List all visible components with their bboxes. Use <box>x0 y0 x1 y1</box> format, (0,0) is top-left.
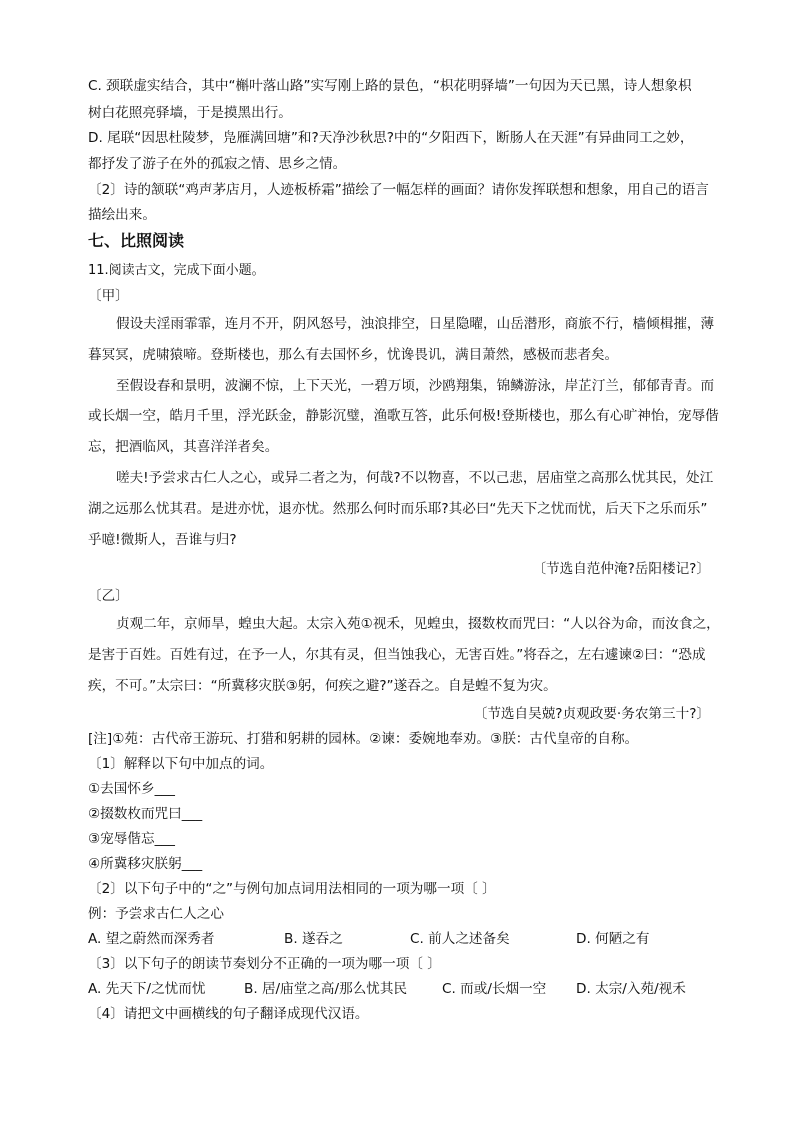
sub3-option-b[interactable]: B. 居/庙堂之高/那么忧其民 <box>244 981 408 997</box>
annotation-note: [注]①苑：古代帝王游玩、打猎和躬耕的园林。②谏：委婉地奉劝。③朕：古代皇帝的自称。 <box>88 731 639 747</box>
option-c-line1: C. 颈联虚实结合，其中“槲叶落山路”实写刚上路的景色，“枳花明驿墙”一句因为天已黑，诗人想象枳 <box>88 78 692 94</box>
sub2-prompt: 〔2〕以下句子中的“之”与例句加点词用法相同的一项为哪一项〔 〕 <box>88 881 496 897</box>
prev-question2-line1: 〔2〕诗的颔联“鸡声茅店月，人迹板桥霜”描绘了一幅怎样的画面？请你发挥联想和想象，用自己的语言 <box>88 182 709 198</box>
answer-blank[interactable]: ___ <box>154 831 175 847</box>
sub3-options <box>88 979 686 999</box>
answer-blank[interactable]: ___ <box>181 806 203 822</box>
sub2-option-a[interactable]: A. 望之蔚然而深秀者 <box>88 931 215 947</box>
sub3-option-d[interactable]: D. 太宗/入苑/视禾 <box>576 981 686 997</box>
sub2-example: 例：予尝求古仁人之心 <box>88 906 224 922</box>
sub1-item-3: ③宠辱偕忘___ <box>88 831 175 847</box>
sub1-item-1: ①去国怀乡___ <box>88 781 175 797</box>
answer-blank[interactable]: ___ <box>181 856 203 872</box>
sub1-item-2: ②掇数枚而咒曰___ <box>88 806 203 822</box>
yi-line2: 是害于百姓。百姓有过，在予一人，尔其有灵，但当蚀我心，无害百姓。”将吞之，左右遽谏②曰：“恐成 <box>88 647 706 663</box>
yi-line3: 疾，不可。”太宗曰：“所冀移灾朕③躬，何疾之避?”遂吞之。自是蝗不复为灾。 <box>88 678 557 694</box>
answer-blank[interactable]: ___ <box>154 781 175 797</box>
jia-p3-line1: 嗟夫!予尝求古仁人之心，或异二者之为，何哉?不以物喜，不以己悲，居庙堂之高那么忧其民，处江 <box>116 470 714 486</box>
jia-p3-line2: 湖之远那么忧其君。是进亦忧，退亦忧。然那么何时而乐耶?其必曰“先天下之忧而忧，后天下之乐而乐” <box>88 501 708 517</box>
jia-p2-line3: 忘，把酒临风，其喜洋洋者矣。 <box>88 439 279 455</box>
option-c-line2: 树白花照亮驿墙，于是摸黑出行。 <box>88 105 292 121</box>
prev-question2-line2: 描绘出来。 <box>88 207 156 223</box>
jia-p1-line1: 假设夫淫雨霏霏，连月不开，阴风怒号，浊浪排空，日星隐曜，山岳潜形，商旅不行，樯倾楫摧，薄 <box>116 316 715 332</box>
sub2-option-c[interactable]: C. 前人之述备矣 <box>410 931 510 947</box>
question-11-stem: 11.阅读古文，完成下面小题。 <box>88 263 265 278</box>
sub1-item-4: ④所冀移灾朕躬___ <box>88 856 203 872</box>
sub2-option-b[interactable]: B. 遂吞之 <box>284 931 343 947</box>
jia-source: 〔节选自范仲淹?岳阳楼记?〕 <box>532 561 710 577</box>
sub3-option-c[interactable]: C. 而或/长烟一空 <box>442 981 547 997</box>
section-heading: 七、比照阅读 <box>88 231 185 250</box>
sub2-options <box>88 929 649 949</box>
jia-p2-line2: 或长烟一空，皓月千里，浮光跃金，静影沉璧，渔歌互答，此乐何极!登斯楼也，那么有心旷神怡，宠辱偕 <box>88 408 719 424</box>
option-d-line1: D. 尾联“因思杜陵梦，凫雁满回塘”和?天净沙秋思?中的“夕阳西下，断肠人在天涯”有异曲同工之妙， <box>88 130 694 146</box>
passage-yi-label: 〔乙〕 <box>88 588 129 604</box>
yi-source: 〔节选自吴兢?贞观政要·务农第三十?〕 <box>473 706 710 722</box>
jia-p2-line1: 至假设春和景明，波澜不惊，上下天光，一碧万顷，沙鸥翔集，锦鳞游泳，岸芷汀兰，郁郁青青。而 <box>116 378 715 394</box>
sub3-prompt: 〔3〕以下句子的朗读节奏划分不正确的一项为哪一项〔 〕 <box>88 956 441 972</box>
sub3-option-a[interactable]: A. 先天下/之忧而忧 <box>88 981 206 997</box>
yi-line1: 贞观二年，京师旱，蝗虫大起。太宗入苑①视禾，见蝗虫，掇数枚而咒曰：“人以谷为命，而汝食之， <box>116 616 720 632</box>
sub4-prompt: 〔4〕请把文中画横线的句子翻译成现代汉语。 <box>88 1006 369 1022</box>
jia-p1-line2: 暮冥冥，虎啸猿啼。登斯楼也，那么有去国怀乡，忧谗畏讥，满目萧然，感极而悲者矣。 <box>88 347 619 363</box>
jia-p3-line3: 乎噫!微斯人，吾谁与归? <box>88 532 237 548</box>
passage-jia-label: 〔甲〕 <box>88 288 129 304</box>
sub1-prompt: 〔1〕解释以下句中加点的词。 <box>88 756 274 772</box>
option-d-line2: 都抒发了游子在外的孤寂之情、思乡之情。 <box>88 156 347 172</box>
sub2-option-d[interactable]: D. 何陋之有 <box>576 931 650 947</box>
